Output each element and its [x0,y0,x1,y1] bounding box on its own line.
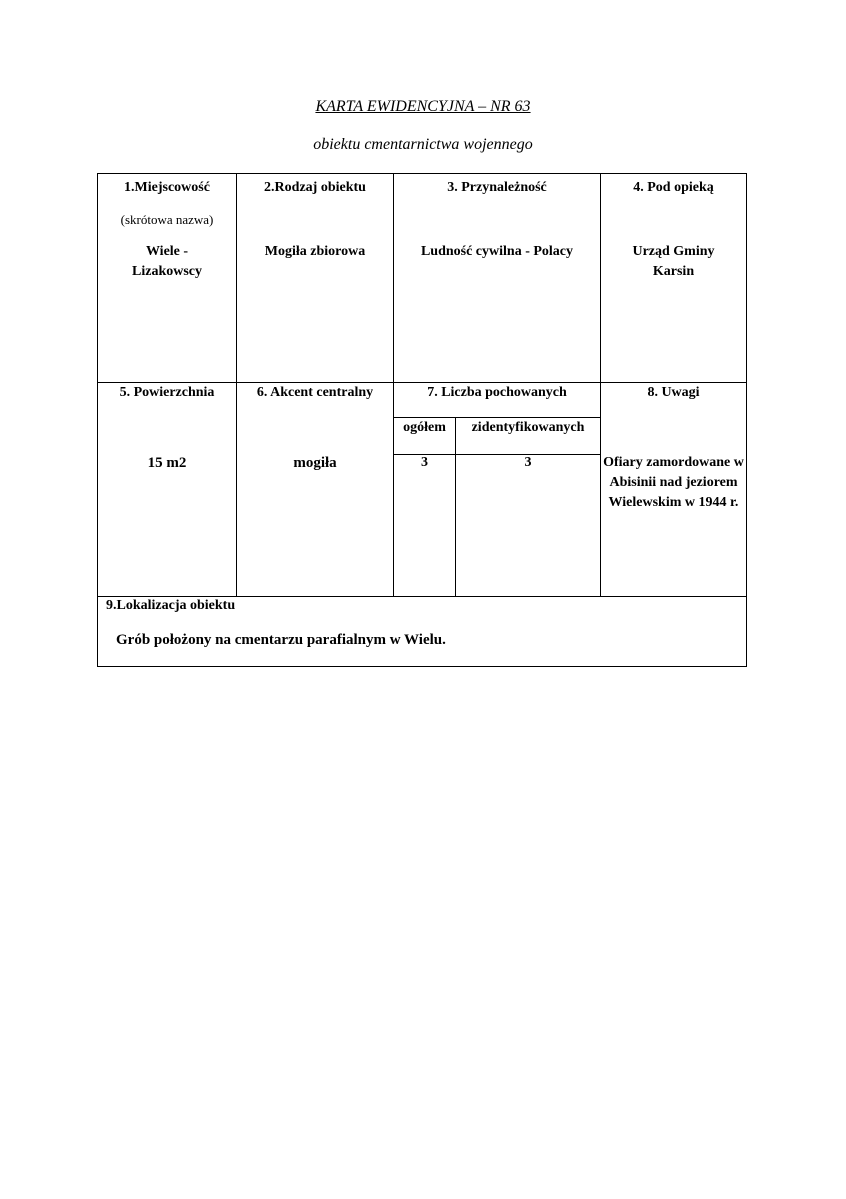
location-label: 9.Lokalizacja obiektu [106,598,236,613]
document-title: KARTA EWIDENCYJNA – NR 63 [315,98,531,115]
object-type-value: Mogiła zbiorowa [264,244,366,259]
burials-header: 7. Liczba pochowanych [427,385,567,400]
burials-sub-divider [455,417,456,596]
location-value: Grób położony na cmentarzu parafialnym w Wielu. [116,632,446,648]
document-subtitle: obiektu cmentarnictwa wojennego [313,136,533,153]
remarks-value: Ofiary zamordowane w Abisinii nad jeziorem Wielewskim w 1944 r. [603,455,744,510]
burials-identified-label: zidentyfikowanych [471,420,585,435]
custodian-cell [601,174,746,382]
affiliation-header: 3. Przynależność [447,180,547,195]
row-divider-2 [98,596,746,597]
locality-note: (skrótowa nazwa) [120,212,214,227]
locality-value: Wiele - Lizakowscy [132,244,202,279]
area-value: 15 m2 [147,455,187,471]
burials-total-label: ogółem [403,420,446,435]
remarks-header: 8. Uwagi [647,385,700,400]
central-accent-value: mogiła [293,455,337,471]
remarks-cell [601,383,746,596]
burials-total-value: 3 [421,455,428,470]
affiliation-value: Ludność cywilna - Polacy [420,244,574,259]
area-header: 5. Powierzchnia [119,385,215,400]
locality-cell [98,174,236,382]
custodian-header: 4. Pod opieką [633,180,714,195]
burials-identified-value: 3 [524,455,532,470]
central-accent-header: 6. Akcent centralny [256,385,374,400]
area-cell [98,383,236,596]
custodian-value: Urząd Gminy Karsin [632,244,715,279]
affiliation-cell [394,174,600,382]
object-type-header: 2.Rodzaj obiektu [264,180,366,195]
central-accent-cell [237,383,393,596]
object-type-cell [237,174,393,382]
locality-header: 1.Miejscowość [124,180,210,195]
record-card-table [97,173,747,667]
